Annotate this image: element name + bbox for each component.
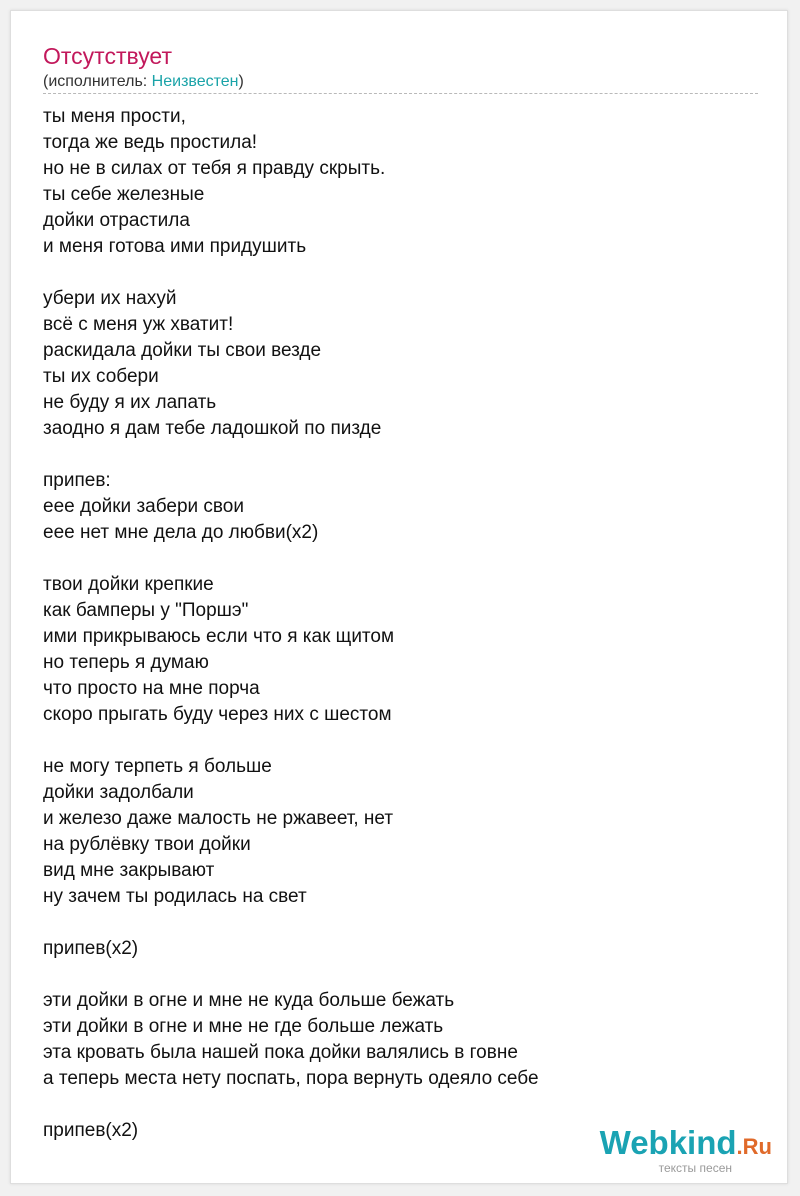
lyric-line: припев(х2) [43,938,139,959]
lyric-line: ты себе железные [43,184,205,205]
lyric-line: убери их нахуй [43,288,177,309]
artist-line [43,72,244,92]
lyric-line: и меня готова ими придушить [43,236,307,257]
lyric-line: ты их собери [43,366,159,387]
dashed-divider [43,93,758,94]
lyric-line: не могу терпеть я больше [43,756,272,777]
lyric-line: всё с меня уж хватит! [43,314,234,335]
stanza-gap [43,546,758,572]
lyric-line: а теперь места нету поспать, пора вернуть одеяло себе [43,1068,539,1089]
lyric-line: что просто на мне порча [43,678,260,699]
song-title: Отсутствует [43,43,172,69]
lyric-line: но не в силах от тебя я правду скрыть. [43,158,386,179]
lyric-line: ими прикрываюсь если что я как щитом [43,626,395,647]
stanza-gap [43,1092,758,1118]
lyric-line: но теперь я думаю [43,652,209,673]
lyric-line: скоро прыгать буду через них с шестом [43,704,392,725]
lyric-line: раскидала дойки ты свои везде [43,340,322,361]
stanza-gap [43,910,758,936]
lyric-line: эти дойки в огне и мне не где больше лежать [43,1016,444,1037]
lyric-line: дойки отрастила [43,210,190,231]
artist-link[interactable]: Неизвестен [151,73,239,90]
stanza-gap [43,728,758,754]
lyric-line: ну зачем ты родилась на свет [43,886,307,907]
lyric-line: и железо даже малость не ржавеет, нет [43,808,394,829]
lyric-line: вид мне закрывают [43,860,215,881]
stanza-gap [43,260,758,286]
stanza-gap [43,962,758,988]
lyric-line: тогда же ведь простила! [43,132,258,153]
artist-prefix: (исполнитель: [43,73,152,90]
lyric-line: припев: [43,470,111,491]
stanza-gap [43,442,758,468]
site-logo[interactable] [600,1124,772,1174]
lyric-line: эта кровать была нашей пока дойки валялись в говне [43,1042,518,1063]
logo-tld: .Ru [736,1134,772,1159]
lyric-line: эти дойки в огне и мне не куда больше бежать [43,990,455,1011]
lyric-line: на рублёвку твои дойки [43,834,251,855]
logo-wordmark [600,1124,772,1166]
lyric-line: как бамперы у "Поршэ" [43,600,249,621]
lyric-line: заодно я дам тебе ладошкой по пизде [43,418,382,439]
lyric-line: ты меня прости, [43,106,186,127]
artist-suffix: ) [238,73,244,90]
lyric-line: не буду я их лапать [43,392,217,413]
logo-main-text: Webkind [599,1124,737,1161]
lyric-line: твои дойки крепкие [43,574,214,595]
lyric-line: еее дойки забери свои [43,496,244,517]
lyric-line: дойки задолбали [43,782,194,803]
logo-tagline: тексты песен [658,1161,732,1175]
lyric-line: еее нет мне дела до любви(х2) [43,522,319,543]
lyric-line: припев(х2) [43,1120,139,1141]
lyrics-body [43,104,758,1144]
